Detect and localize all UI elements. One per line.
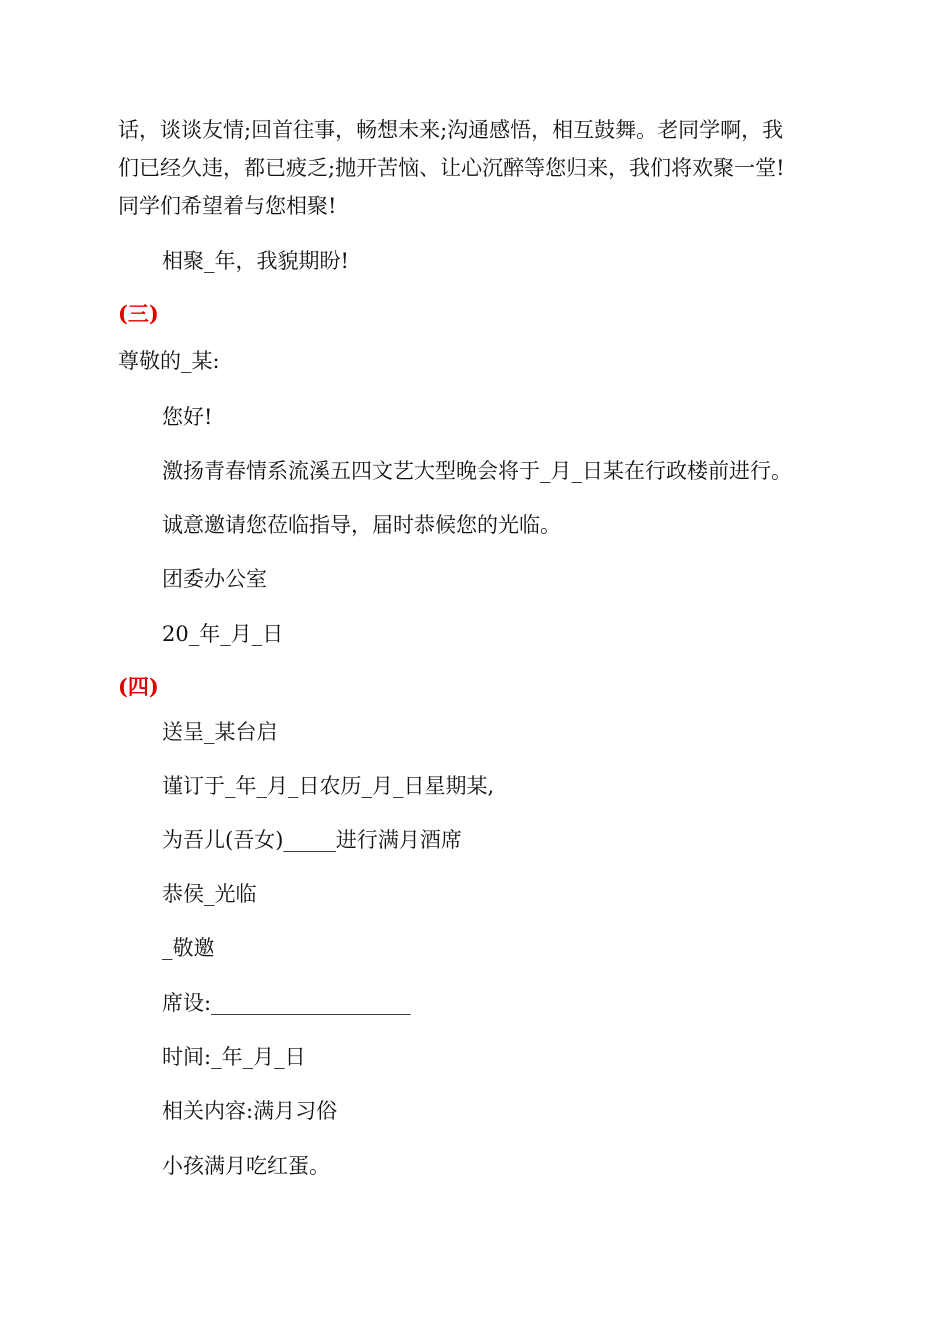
invite-line-2: 谨订于_年_月_日农历_月_日星期某, <box>162 774 495 798</box>
greeting: 您好! <box>162 405 213 429</box>
paragraph-line-2: 们已经久违，都已疲乏;抛开苦恼、让心沉醉等您归来，我们将欢聚一堂! <box>118 156 785 180</box>
invite-line-3: 为吾儿(吾女)_____进行满月酒席 <box>162 828 462 852</box>
closing-line: 相聚_年，我貌期盼! <box>162 249 349 273</box>
invite-line-8: 相关内容:满月习俗 <box>162 1099 338 1123</box>
invite-line-5: _敬邀 <box>162 936 215 960</box>
invite-line-1: 送呈_某台启 <box>162 720 278 744</box>
invitation-body-1: 激扬青春情系流溪五四文艺大型晚会将于_月_日某在行政楼前进行。 <box>162 459 792 483</box>
section-heading-3: (三) <box>118 301 159 326</box>
invite-line-7: 时间:_年_月_日 <box>162 1045 306 1069</box>
invite-line-9: 小孩满月吃红蛋。 <box>162 1154 330 1178</box>
invite-line-6: 席设:___________________ <box>162 991 411 1015</box>
invitation-body-2: 诚意邀请您莅临指导，届时恭候您的光临。 <box>162 513 561 537</box>
section-heading-4: (四) <box>118 674 159 699</box>
signature: 团委办公室 <box>162 567 267 591</box>
signature-date: 20_年_月_日 <box>162 622 284 646</box>
paragraph-line-1: 话，谈谈友情;回首往事，畅想未来;沟通感悟，相互鼓舞。老同学啊，我 <box>118 118 784 142</box>
invite-line-4: 恭侯_光临 <box>162 882 257 906</box>
paragraph-line-3: 同学们希望着与您相聚! <box>118 194 337 218</box>
salutation: 尊敬的_某: <box>118 349 220 373</box>
